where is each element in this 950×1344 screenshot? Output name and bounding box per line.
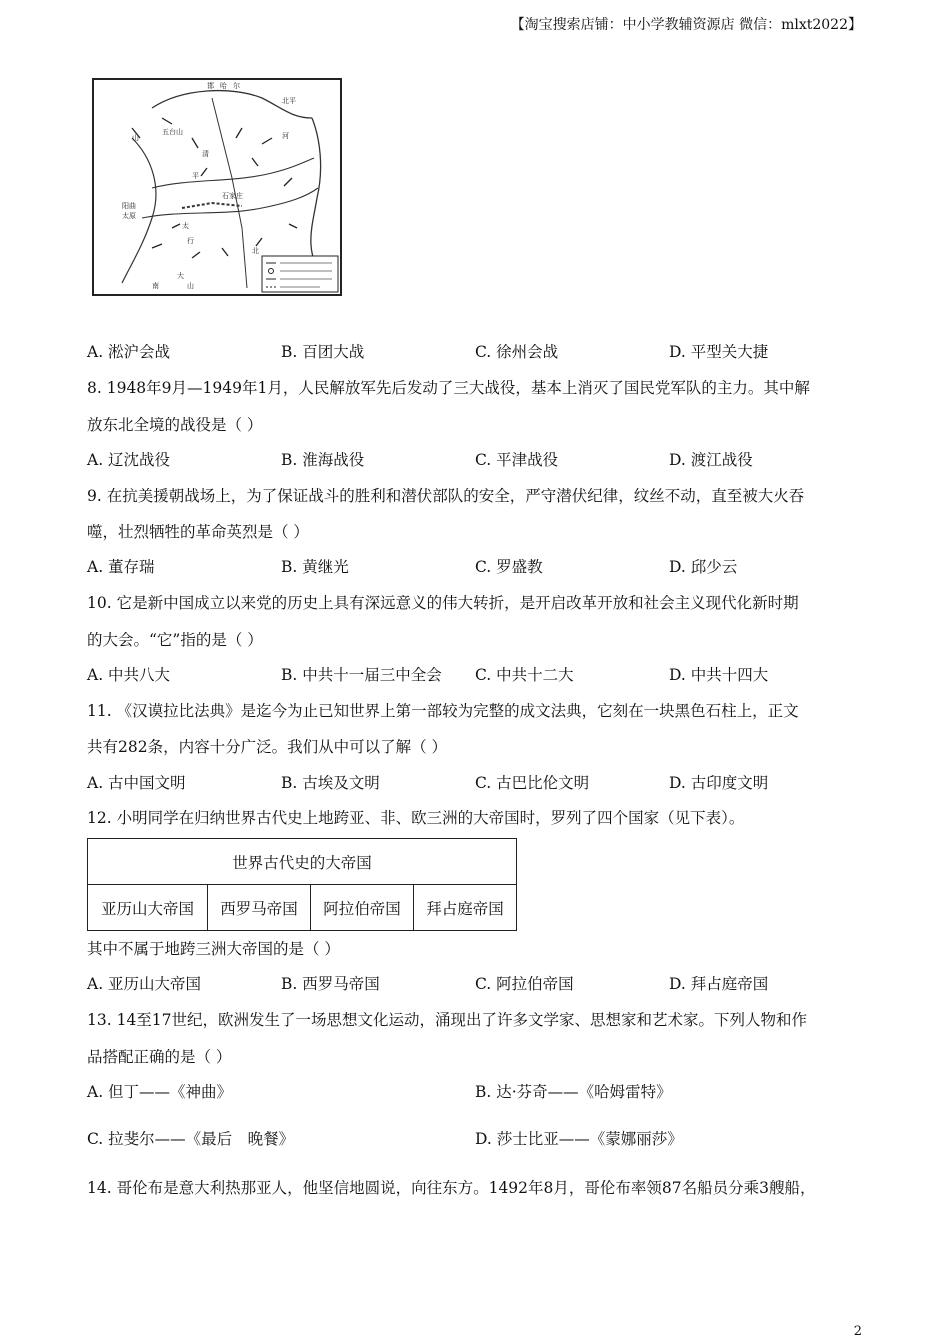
q11-option-c: C. 古巴比伦文明 [475, 774, 590, 792]
empire-table-cell: 阿拉伯帝国 [311, 885, 414, 931]
map-label: 阳曲 [122, 202, 136, 210]
q13-option-d: D. 莎士比亚——《蒙娜丽莎》 [475, 1130, 683, 1148]
q12-option-a: A. 亚历山大帝国 [87, 975, 202, 993]
empire-table-cell: 亚历山大帝国 [88, 885, 208, 931]
map-label: 平 [192, 172, 199, 180]
map-label: 五台山 [162, 128, 183, 136]
q9-stem-line-1: 9. 在抗美援朝战场上，为了保证战斗的胜利和潜伏部队的安全，严守潜伏纪律，纹丝不动，直至被大火吞 [87, 487, 805, 505]
map-label: 北 [252, 247, 259, 255]
empire-table-cell: 拜占庭帝国 [414, 885, 517, 931]
map-label: 行 [187, 237, 194, 245]
q10-option-b: B. 中共十一届三中全会 [281, 666, 442, 684]
q13-stem-line-2: 品搭配正确的是（ ） [87, 1048, 232, 1066]
q8-stem-line-1: 8. 1948年9月—1949年1月，人民解放军先后发动了三大战役，基本上消灭了国民党军队的主力。其中解 [87, 379, 810, 397]
q8-option-a: A. 辽沈战役 [87, 451, 171, 469]
empire-table-title: 世界古代史的大帝国 [88, 839, 517, 885]
q13-option-b: B. 达·芬奇——《哈姆雷特》 [475, 1083, 672, 1101]
q12-stem-line: 12. 小明同学在归纳世界古代史上地跨亚、非、欧三洲的大帝国时，罗列了四个国家（见下表）。 [87, 809, 745, 827]
q8-option-c: C. 平津战役 [475, 451, 559, 469]
q13-stem-line-1: 13. 14至17世纪，欧洲发生了一场思想文化运动，涌现出了许多文学家、思想家和艺术家。下列人物和作 [87, 1011, 808, 1029]
q11-stem-line-1: 11. 《汉谟拉比法典》是迄今为止已知世界上第一部较为完整的成文法典，它刻在一块黑色石柱上，正文 [87, 702, 799, 720]
q9-option-b: B. 黄继光 [281, 558, 349, 576]
map-label: 太原 [122, 212, 136, 220]
q10-option-d: D. 中共十四大 [669, 666, 769, 684]
q8-option-b: B. 淮海战役 [281, 451, 365, 469]
q11-option-d: D. 古印度文明 [669, 774, 769, 792]
q7-option-a: A. 淞沪会战 [87, 343, 171, 361]
map-label: 太 [182, 222, 189, 230]
q11-option-a: A. 古中国文明 [87, 774, 186, 792]
empire-table [87, 838, 517, 931]
q7-option-b: B. 百团大战 [281, 343, 365, 361]
q10-option-a: A. 中共八大 [87, 666, 171, 684]
q10-stem-line-1: 10. 它是新中国成立以来党的历史上具有深远意义的伟大转折，是开启改革开放和社会主义现代化新时期 [87, 594, 799, 612]
q12-option-b: B. 西罗马帝国 [281, 975, 380, 993]
q8-stem-line-2: 放东北全境的战役是（ ） [87, 416, 263, 434]
q9-stem-line-2: 噬，壮烈牺牲的革命英烈是（ ） [87, 523, 309, 541]
map-label: 清 [202, 150, 209, 158]
map-label: 哈 [220, 82, 227, 90]
q10-option-c: C. 中共十二大 [475, 666, 574, 684]
q9-option-a: A. 董存瑞 [87, 558, 155, 576]
map-label: 尔 [233, 82, 240, 90]
page-header: 【淘宝搜索店铺：中小学教辅资源店 微信：mlxt2022】 [510, 17, 862, 33]
q11-stem-line-2: 共有282条，内容十分广泛。我们从中可以了解（ ） [87, 738, 448, 756]
map-label: 邯 [207, 82, 214, 90]
q12-option-d: D. 拜占庭帝国 [669, 975, 769, 993]
q13-option-c: C. 拉斐尔——《最后 晚餐》 [87, 1130, 295, 1148]
map-label: 南 [152, 282, 159, 290]
page-number: 2 [853, 1324, 862, 1339]
empire-table-cell: 西罗马帝国 [208, 885, 311, 931]
q12-option-c: C. 阿拉伯帝国 [475, 975, 574, 993]
q7-option-c: C. 徐州会战 [475, 343, 559, 361]
q10-stem-line-2: 的大会。“它”指的是（ ） [87, 631, 263, 649]
q11-option-b: B. 古埃及文明 [281, 774, 380, 792]
map-label: 北平 [282, 97, 296, 105]
q9-option-d: D. 邱少云 [669, 558, 738, 576]
battle-map-figure [92, 78, 344, 298]
map-label: 石家庄 [222, 192, 243, 200]
q12-question: 其中不属于地跨三洲大帝国的是（ ） [87, 940, 340, 958]
map-label: 山 [187, 282, 194, 290]
q13-option-a: A. 但丁——《神曲》 [87, 1083, 233, 1101]
q14-stem-line: 14. 哥伦布是意大利热那亚人，他坚信地圆说，向往东方。1492年8月，哥伦布率领87名船员分乘3艘船， [87, 1179, 816, 1197]
map-label: 河 [282, 132, 289, 140]
q9-option-c: C. 罗盛教 [475, 558, 543, 576]
map-label: 山 [132, 134, 139, 142]
map-label: 大 [177, 272, 184, 280]
q8-option-d: D. 渡江战役 [669, 451, 753, 469]
q7-option-d: D. 平型关大捷 [669, 343, 769, 361]
